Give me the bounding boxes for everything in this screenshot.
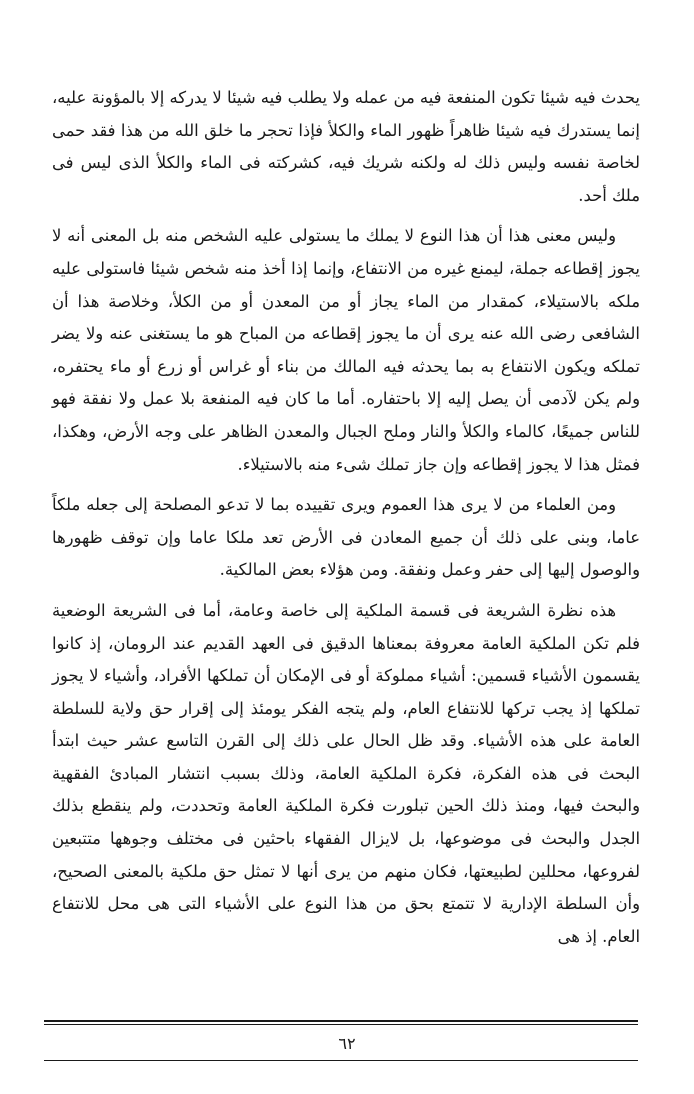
paragraph-3: ومن العلماء من لا يرى هذا العموم ويرى تقييده بما لا تدعو المصلحة إلى جعله ملكاً عاما، وبنى على ذلك أن جميع المعادن فى الأرض تعد ملكا عاما وإن توقف ظهورها والوصول إليها إلى حفر وعمل ونفقة. ومن هؤلاء بعض المالكية.	[52, 495, 640, 580]
body-text	[52, 82, 640, 953]
paragraph-2: وليس معنى هذا أن هذا النوع لا يملك ما يستولى عليه الشخص منه بل المعنى أنه لا يجوز إقطاعه جملة، ليمنع غيره من الانتفاع، وإنما إذا أخذ منه شخص شيئا فاستولى عليه ملكه بالاستيلاء، كمقدار من الماء يجاز أو من المعدن أو من الكلأ، وخلاصة هذا أن الشافعى رضى الله عنه يرى أن ما يجوز إقطاعه من المباح هو ما يستغنى عنه ولا يضر تملكه ويكون الانتفاع به بما يحدثه فيه المالك من بناء أو غراس أو زرع أو ماء يحتفره، ولم يكن لآدمى أن يصل إليه إلا باحتفاره. أما ما كان فيه المنفعة بلا عمل ولا نفقة فهو للناس جميعًا، كالماء والكلأ والنار وملح الجبال والمعدن الظاهر على وجه الأرض، وهكذا، فمثل هذا لا يجوز إقطاعه وإن جاز تملك شىء منه بالاستيلاء.	[52, 226, 640, 474]
footer-rule-thick	[44, 1020, 638, 1022]
footer-rule-thin	[44, 1024, 638, 1025]
bottom-rule	[44, 1060, 638, 1061]
paragraph-4: هذه نظرة الشريعة فى قسمة الملكية إلى خاصة وعامة، أما فى الشريعة الوضعية فلم تكن الملكية العامة معروفة بمعناها الدقيق فى العهد القديم عند الرومان، إذ كانوا يقسمون الأشياء قسمين: أشياء مملوكة أو فى الإمكان أن تملكها الأفراد، وأشياء لا يجوز تملكها إذ يجب تركها للانتفاع العام، ولم يتجه الفكر يومئذ إلى إقرار حق ولاية للسلطة العامة على هذه الأشياء. وقد ظل الحال على ذلك إلى القرن التاسع عشر حيث ابتدأ البحث فى هذه الفكرة، فكرة الملكية العامة، وذلك بسبب انتشار المبادئ الفقهية والبحث فيها، ومنذ ذلك الحين تبلورت فكرة الملكية العامة وتحددت، ولم ينقطع بذلك الجدل والبحث فى موضوعها، بل لايزال الفقهاء باحثين فى مختلف وجوهها متتبعين لفروعها، محللين لطبيعتها، فكان منهم من يرى أنها لا تمثل حق ملكية بالمعنى الصحيح، وأن السلطة الإدارية لا تتمتع بحق من هذا النوع على الأشياء التى هى محل للانتفاع العام. إذ هى	[52, 600, 641, 946]
page-number: ٦٢	[338, 1034, 356, 1053]
paragraph-1: يحدث فيه شيئا تكون المنفعة فيه من عمله ولا يطلب فيه شيئا لا يدركه إلا بالمؤونة عليه، إنما يستدرك فيه شيئا ظاهراً ظهور الماء والكلأ فإذا تحجر ما خلق الله من هذا فقد حمى لخاصة نفسه وليس ذلك له ولكنه شريك فيه، كشركته فى الماء والكلأ الذى ليس فى ملك أحد.	[52, 88, 640, 205]
